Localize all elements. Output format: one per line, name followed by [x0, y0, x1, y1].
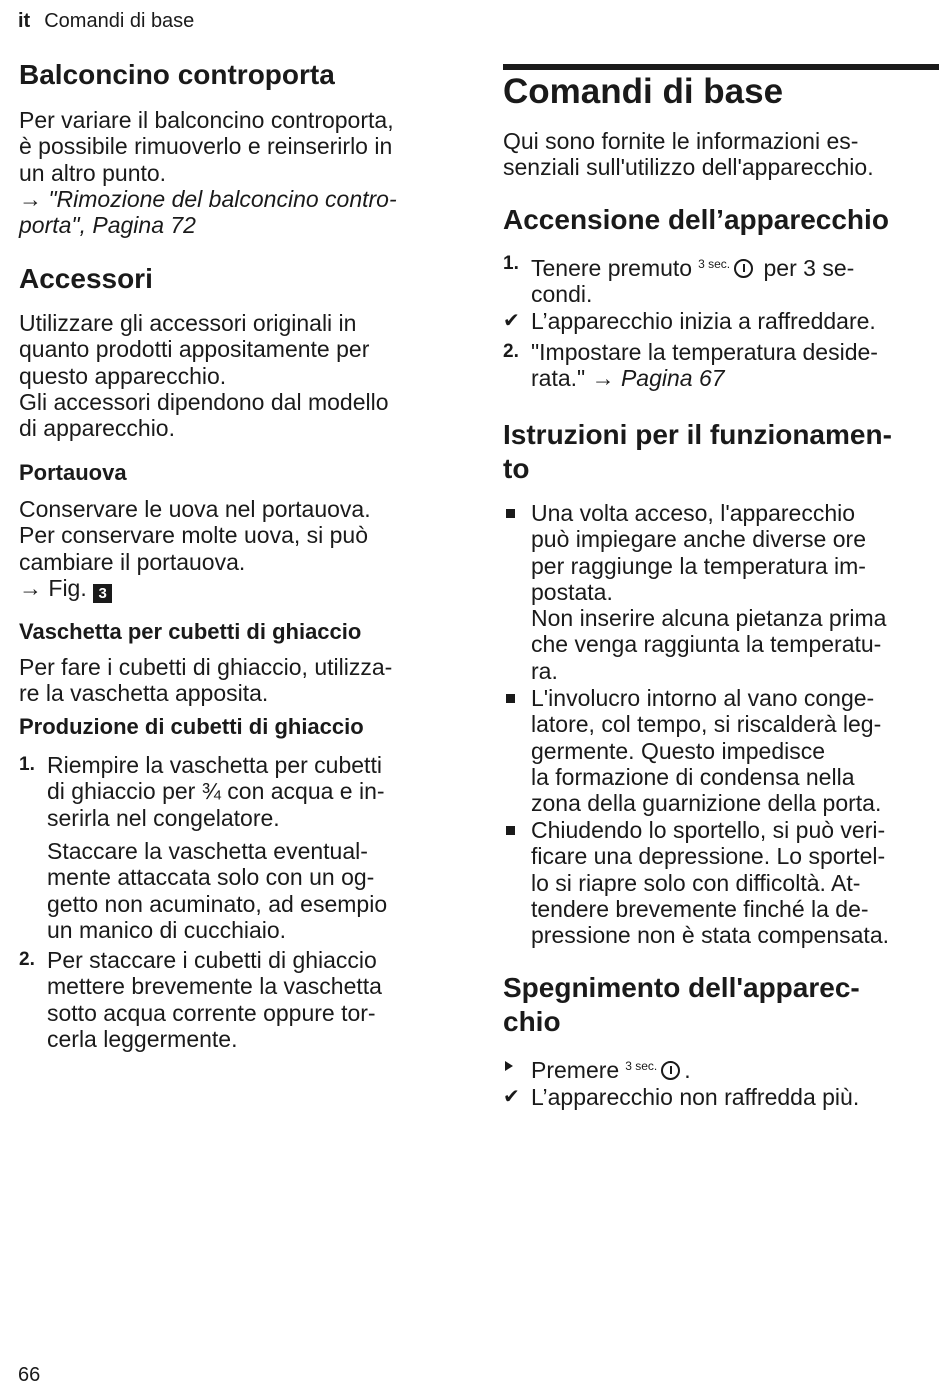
subsection-title: Produzione di cubetti di ghiaccio: [19, 714, 364, 739]
text-fragment: .: [684, 1057, 691, 1083]
text-line: re la vaschetta apposita.: [19, 680, 269, 707]
produzione-step-2: [19, 947, 459, 1052]
text-line: Staccare la vaschetta eventual-: [47, 838, 368, 864]
figure-number-badge: 3: [93, 584, 112, 603]
bullet-square-icon: [506, 694, 515, 703]
text-line: Riempire la vaschetta per cubetti: [47, 752, 382, 778]
text-line: postata.: [531, 578, 613, 605]
istruzioni-bullet-3: [503, 817, 943, 948]
produzione-step-1: [19, 752, 459, 831]
text-line: L’apparecchio non raffredda più.: [531, 1084, 860, 1110]
section-accessori: [19, 262, 459, 296]
figure-reference[interactable]: [19, 575, 459, 603]
section-accensione: [503, 203, 943, 237]
checkmark-icon: ✔: [503, 1086, 520, 1108]
text-line: Per staccare i cubetti di ghiaccio: [47, 947, 377, 973]
power-button-icon[interactable]: [734, 259, 753, 278]
language-code: it: [18, 10, 31, 32]
text-line: Una volta acceso, l'apparecchio: [531, 500, 856, 526]
power-button-icon[interactable]: [661, 1061, 680, 1080]
text-fragment: Premere: [531, 1057, 620, 1083]
step-number: 2.: [19, 949, 35, 970]
section-vaschetta: [19, 618, 459, 646]
figure-ref-text: → Fig.: [19, 574, 87, 601]
section-title: Spegnimento dell'apparec-: [503, 972, 860, 1003]
istruzioni-bullet-1: [503, 500, 943, 684]
section-title: Balconcino controporta: [19, 59, 335, 90]
main-title: Comandi di base: [503, 72, 784, 111]
spegnimento-action: [503, 1053, 943, 1083]
text-line: la formazione di condensa nella: [531, 763, 855, 790]
text-line: [531, 365, 943, 391]
text-line: mente attaccata solo con un og-: [47, 864, 375, 891]
text-line: condi.: [531, 281, 593, 308]
intro: [503, 128, 943, 181]
text-line: serirla nel congelatore.: [47, 804, 280, 831]
accensione-result: [503, 308, 943, 334]
text-line: per raggiunge la temperatura im-: [531, 552, 866, 579]
duration-label: 3 sec.: [625, 1059, 658, 1073]
cross-reference[interactable]: porta", Pagina 72: [19, 212, 196, 239]
cross-reference[interactable]: → "Rimozione del balconcino contro-: [19, 185, 397, 212]
accessori-body: [19, 310, 459, 441]
section-title: chio: [503, 1006, 561, 1037]
text-line: [531, 1053, 943, 1083]
header-section: Comandi di base: [44, 10, 195, 32]
accensione-step-1: [503, 251, 943, 308]
subsection-title: Vaschetta per cubetti di ghiaccio: [19, 619, 362, 644]
text-line: ra.: [531, 657, 558, 684]
section-rule: [503, 64, 939, 70]
text-line: un manico di cucchiaio.: [47, 916, 287, 943]
text-line: Conservare le uova nel portauova.: [19, 496, 371, 522]
section-spegnimento: [503, 971, 943, 1039]
produzione-step-1-note: [19, 838, 459, 943]
duration-label: 3 sec.: [698, 257, 731, 271]
action-arrow-icon: [505, 1061, 513, 1071]
text-line: Per variare il balconcino controporta,: [19, 107, 394, 133]
text-line: cerla leggermente.: [47, 1025, 238, 1052]
text-line: che venga raggiunta la temperatu-: [531, 631, 882, 658]
text-line: è possibile rimuoverlo e reinserirlo in: [19, 133, 393, 160]
main-title-block: [503, 72, 943, 112]
section-portauova: [19, 459, 459, 487]
text-line: può impiegare anche diverse ore: [531, 526, 866, 553]
section-title: Accensione dell’apparecchio: [503, 204, 889, 235]
vaschetta-body: [19, 654, 459, 707]
text-line: zona della guarnizione della porta.: [531, 790, 882, 817]
section-title: Istruzioni per il funzionamen-: [503, 419, 892, 450]
step-number: 2.: [503, 341, 519, 362]
subsection-title: Portauova: [19, 460, 127, 485]
step-number: 1.: [19, 754, 35, 775]
text-line: germente. Questo impedisce: [531, 737, 826, 764]
text-line: Qui sono fornite le informazioni es-: [503, 128, 859, 154]
section-produzione: [19, 713, 459, 741]
bullet-square-icon: [506, 826, 515, 835]
text-fragment: rata." →: [531, 365, 615, 392]
section-title: to: [503, 453, 530, 484]
text-line: Per conservare molte uova, si può: [19, 522, 369, 549]
section-balconcino: [19, 58, 459, 92]
text-line: latore, col tempo, si riscalderà leg-: [531, 711, 882, 738]
text-line: cambiare il portauova.: [19, 548, 246, 575]
text-line: Per fare i cubetti di ghiaccio, utilizza-: [19, 654, 393, 680]
text-line: questo apparecchio.: [19, 362, 227, 389]
text-line: Chiudendo lo sportello, si può veri-: [531, 817, 886, 843]
accensione-step-2: [503, 339, 943, 392]
text-fragment: per 3 se-: [763, 255, 855, 281]
text-line: di apparecchio.: [19, 415, 175, 442]
text-line: un altro punto.: [19, 159, 167, 186]
text-line: Non inserire alcuna pietanza prima: [531, 605, 887, 632]
page-number: 66: [18, 1364, 41, 1386]
text-line: ficare una depressione. Lo sportel-: [531, 843, 886, 870]
portauova-body: [19, 496, 459, 603]
checkmark-icon: ✔: [503, 310, 520, 332]
page-reference-link[interactable]: Pagina 67: [620, 365, 725, 392]
section-istruzioni: [503, 418, 943, 486]
text-line: "Impostare la temperatura deside-: [531, 339, 878, 365]
text-line: quanto prodotti appositamente per: [19, 336, 370, 363]
text-line: getto non acuminato, ad esempio: [47, 890, 388, 917]
text-line: mettere brevemente la vaschetta: [47, 973, 382, 1000]
step-number: 1.: [503, 253, 519, 274]
spegnimento-result: [503, 1084, 943, 1110]
bullet-square-icon: [506, 509, 515, 518]
text-line: pressione non è stata compensata.: [531, 922, 890, 949]
text-line: L’apparecchio inizia a raffreddare.: [531, 308, 876, 334]
text-line: di ghiaccio per ¾ con acqua e in-: [47, 778, 385, 805]
text-line: [531, 251, 943, 281]
page-header: [18, 8, 194, 34]
text-line: lo si riapre solo con difficoltà. At-: [531, 869, 861, 896]
text-line: sotto acqua corrente oppure tor-: [47, 999, 376, 1026]
text-line: senziali sull'utilizzo dell'apparecchio.: [503, 154, 874, 181]
text-line: tendere brevemente finché la de-: [531, 895, 869, 922]
text-fragment: Tenere premuto: [531, 255, 693, 281]
text-line: L'involucro intorno al vano conge-: [531, 685, 875, 711]
balconcino-body: [19, 107, 459, 238]
text-line: Gli accessori dipendono dal modello: [19, 388, 389, 415]
section-title: Accessori: [19, 263, 153, 294]
istruzioni-bullet-2: [503, 685, 943, 816]
text-line: Utilizzare gli accessori originali in: [19, 310, 357, 336]
